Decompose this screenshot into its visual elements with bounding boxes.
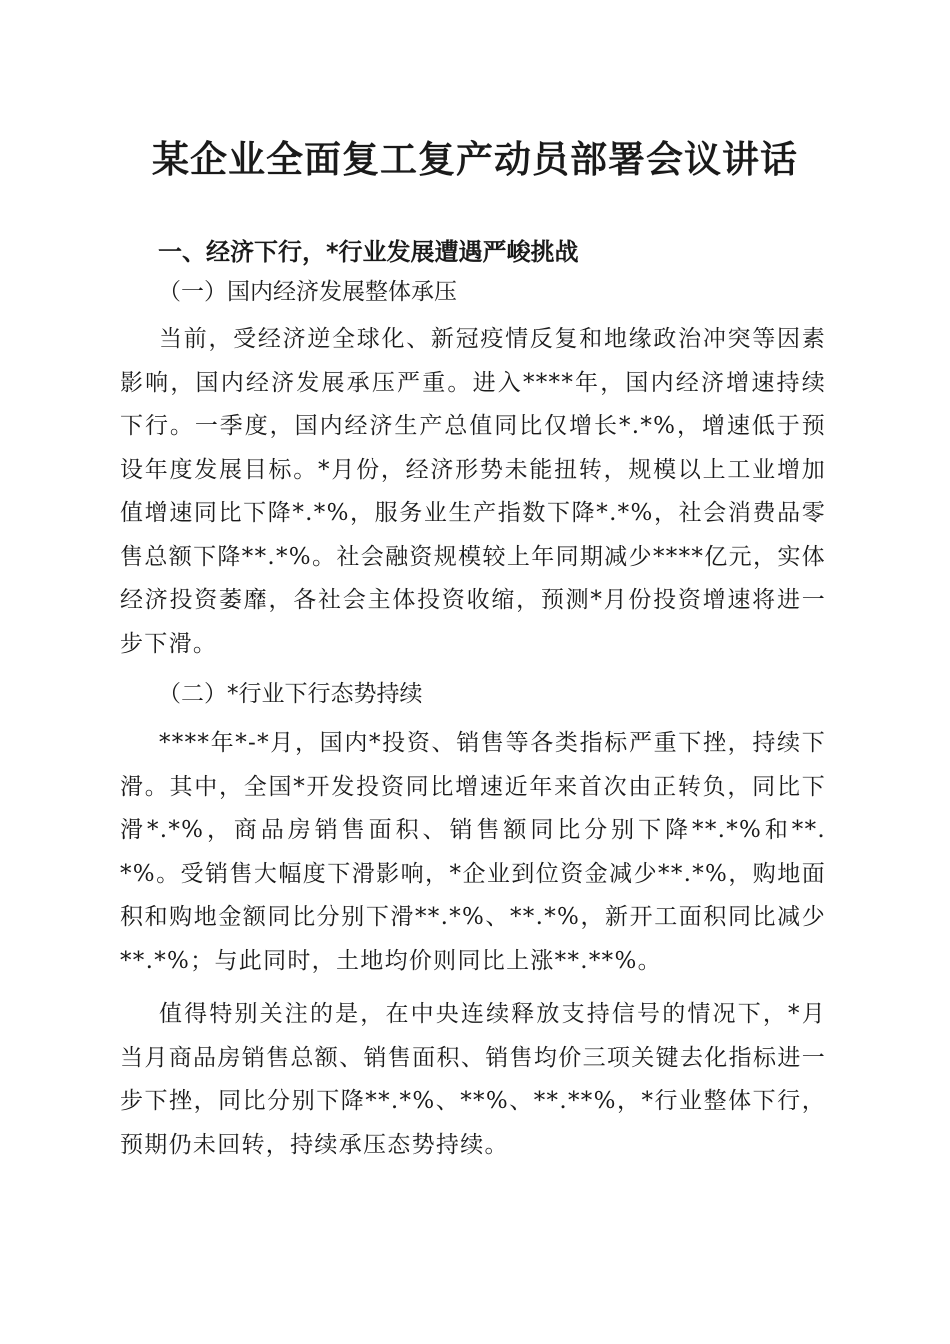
- paragraph-2: ****年*-*月，国内*投资、销售等各类指标严重下挫，持续下滑。其中，全国*开发投资同比增速近年来首次由正转负，同比下滑*.*%，商品房销售面积、销售额同比分别下降**.*%和**.*%。受销售大幅度下滑影响，*企业到位资金减少**.*%，购地面积和购地金额同比分别下滑**.*%、**.*%，新开工面积同比减少**.*%；与此同时，土地均价则同比上涨**.**%。: [120, 730, 826, 974]
- section-heading-1: 一、经济下行，*行业发展遭遇严峻挑战: [158, 238, 579, 266]
- document-body: [120, 232, 826, 1167]
- document-title: 某企业全面复工复产动员部署会议讲话: [152, 137, 798, 181]
- subsection-heading-1: （一）国内经济发展整体承压: [158, 279, 457, 305]
- subsection-heading-2: （二）*行业下行态势持续: [158, 681, 423, 707]
- paragraph-1: 当前，受经济逆全球化、新冠疫情反复和地缘政治冲突等因素影响，国内经济发展承压严重。进入****年，国内经济增速持续下行。一季度，国内经济生产总值同比仅增长*.*%，增速低于预设年度发展目标。*月份，经济形势未能扭转，规模以上工业增加值增速同比下降*.*%，服务业生产指数下降*.*%，社会消费品零售总额下降**.*%。社会融资规模较上年同期减少****亿元，实体经济投资萎靡，各社会主体投资收缩，预测*月份投资增速将进一步下滑。: [120, 326, 826, 657]
- paragraph-3: 值得特别关注的是，在中央连续释放支持信号的情况下，*月当月商品房销售总额、销售面积、销售均价三项关键去化指标进一步下挫，同比分别下降**.*%、**%、**.**%，*行业整体下行，预期仍未回转，持续承压态势持续。: [120, 1001, 826, 1158]
